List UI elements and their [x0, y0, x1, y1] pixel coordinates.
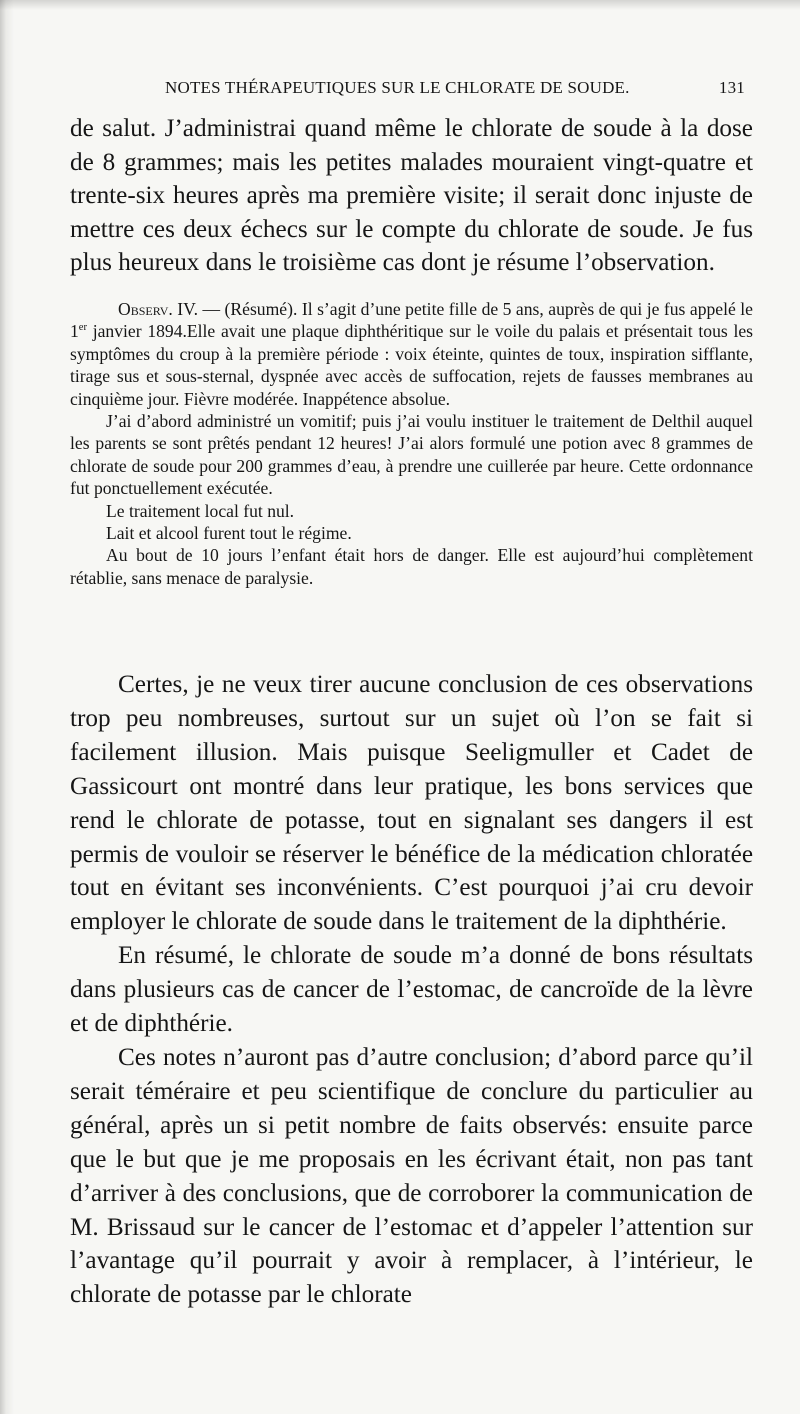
conclusion-paragraph-1: Certes, je ne veux tirer aucune conclusion de ces observations trop peu nombreuses, surtout sur un sujet où l’on se fait si facilement illusion. Mais puisque Seeligmuller et Cadet de Gassicourt ont montré dans leur pratique, les bons services que rend le chlorate de potasse, tout en signalant ses dangers il est permis de vouloir se réserver le bénéfice de la médication chloratée tout en évitant ses inconvénients. C’est pourquoi j’ai cru devoir employer le chlorate de soude dans le traitement de la diphthérie.	[70, 671, 753, 936]
intro-paragraph-block	[70, 112, 753, 280]
observation-rest: janvier 1894.Elle avait une plaque diphthéritique sur le voile du palais et présentait tous les symptômes du croup à la première période : voix éteinte, quintes de toux, inspiration sifflante, tirage sus et sous-sternal, dyspnée avec accès de suffocation, rejets de fausses membranes au cinquième jour. Fièvre modérée. Inappétence absolue.	[70, 321, 753, 409]
conclusion-paragraph-2: En résumé, le chlorate de soude m’a donné de bons résultats dans plusieurs cas de cancer de l’estomac, de cancroïde de la lèvre et de diphthérie.	[70, 942, 753, 1038]
observation-block	[70, 298, 753, 589]
observation-paragraph-3: Le traitement local fut nul.	[106, 500, 295, 521]
running-header	[165, 78, 745, 98]
conclusion-block	[70, 668, 753, 1312]
intro-paragraph: de salut. J’administrai quand même le chlorate de soude à la dose de 8 grammes; mais les petites malades mouraient vingt-quatre et trente-six heures après ma première visite; il serait donc injuste de mettre ces deux échecs sur le compte du chlorate de soude. Je fus plus heureux dans le troisième cas dont je résume l’observation.	[70, 115, 753, 277]
observation-label: Observ. IV.	[118, 299, 198, 319]
running-title: NOTES THÉRAPEUTIQUES SUR LE CHLORATE DE SOUDE.	[165, 78, 630, 97]
conclusion-paragraph-3: Ces notes n’auront pas d’autre conclusion; d’abord parce qu’il serait téméraire et peu scientifique de conclure du particulier au général, après un si petit nombre de faits observés: ensuite parce que le but que je me proposais en les écrivant était, non pas tant d’arriver à des conclusions, que de corroborer la communication de M. Brissaud sur le cancer de l’estomac et d’appeler l’attention sur l’avantage qu’il pourrait y avoir à remplacer, à l’intérieur, le chlorate de potasse par le chlorate	[70, 1043, 753, 1309]
observation-lead: — (Résumé). Il s’agit d’une petite fille de 5 ans, auprès de qui je fus appelé le 1	[70, 299, 753, 342]
observation-paragraph-1	[70, 298, 753, 410]
observation-paragraph-5: Au bout de 10 jours l’enfant était hors de danger. Elle est aujourd’hui complètement rétablie, sans menace de paralysie.	[70, 545, 753, 588]
observation-paragraph-4: Lait et alcool furent tout le régime.	[106, 523, 352, 544]
observation-paragraph-2: J’ai d’abord administré un vomitif; puis j’ai voulu instituer le traitement de Delthil auquel les parents se sont prêtés pendant 12 heures! J’ai alors formulé une potion avec 8 grammes de chlorate de soude pour 200 grammes d’eau, à prendre une cuillerée par heure. Cette ordonnance fut ponctuellement exécutée.	[70, 411, 753, 499]
page-number: 131	[718, 78, 745, 97]
observation-superscript: er	[78, 322, 87, 334]
